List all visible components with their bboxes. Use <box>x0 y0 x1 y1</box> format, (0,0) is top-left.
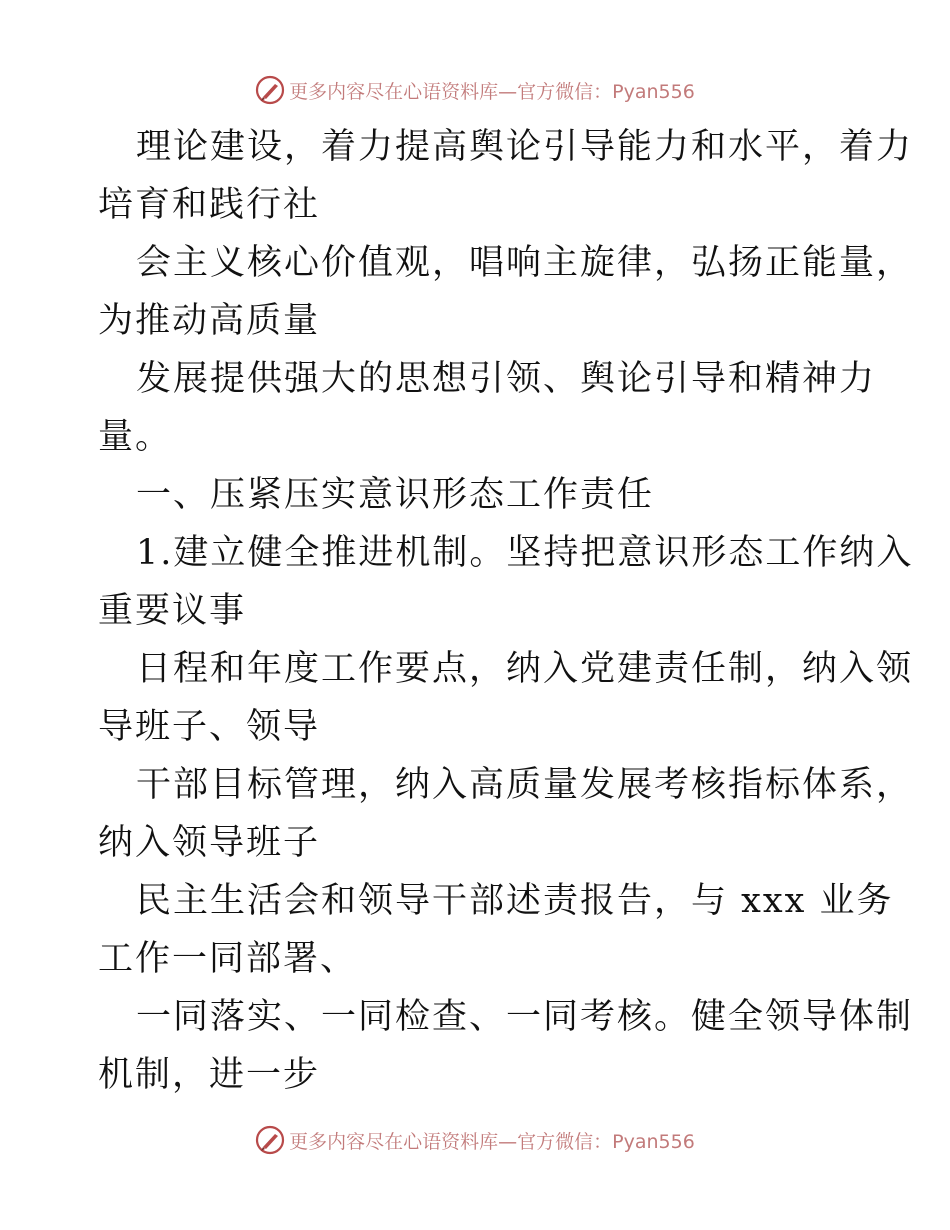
body-line: 理论建设，着力提高舆论引导能力和水平，着力 <box>136 127 914 167</box>
body-line: 民主生活会和领导干部述责报告，与 xxx 业务 <box>136 881 894 921</box>
document-body <box>98 118 914 1104</box>
body-line: 会主义核心价值观，唱响主旋律，弘扬正能量， <box>136 243 914 283</box>
body-line: 1.建立健全推进机制。坚持把意识形态工作纳入 <box>136 533 914 573</box>
header-banner-text: 更多内容尽在心语资料库—官方微信：Pyan556 <box>289 80 695 103</box>
body-line: 为推动高质量 <box>98 301 321 341</box>
section-heading: 一、压紧压实意识形态工作责任 <box>136 475 655 515</box>
body-line: 日程和年度工作要点，纳入党建责任制，纳入领 <box>136 649 914 689</box>
header-banner <box>0 70 950 110</box>
body-line: 一同落实、一同检查、一同考核。健全领导体制 <box>136 997 914 1037</box>
body-line: 纳入领导班子 <box>98 823 321 863</box>
body-line: 机制，进一步 <box>98 1055 321 1095</box>
body-line: 培育和践行社 <box>98 185 321 225</box>
body-line: 工作一同部署、 <box>98 939 358 979</box>
body-line: 量。 <box>98 417 173 457</box>
quill-pen-logo-icon <box>255 1125 285 1155</box>
quill-pen-logo-icon <box>255 75 285 105</box>
footer-banner <box>0 1120 950 1160</box>
body-line: 干部目标管理，纳入高质量发展考核指标体系， <box>136 765 914 805</box>
footer-banner-text: 更多内容尽在心语资料库—官方微信：Pyan556 <box>289 1130 695 1153</box>
body-line: 导班子、领导 <box>98 707 321 747</box>
body-line: 发展提供强大的思想引领、舆论引导和精神力 <box>136 359 877 399</box>
body-line: 重要议事 <box>98 591 247 631</box>
